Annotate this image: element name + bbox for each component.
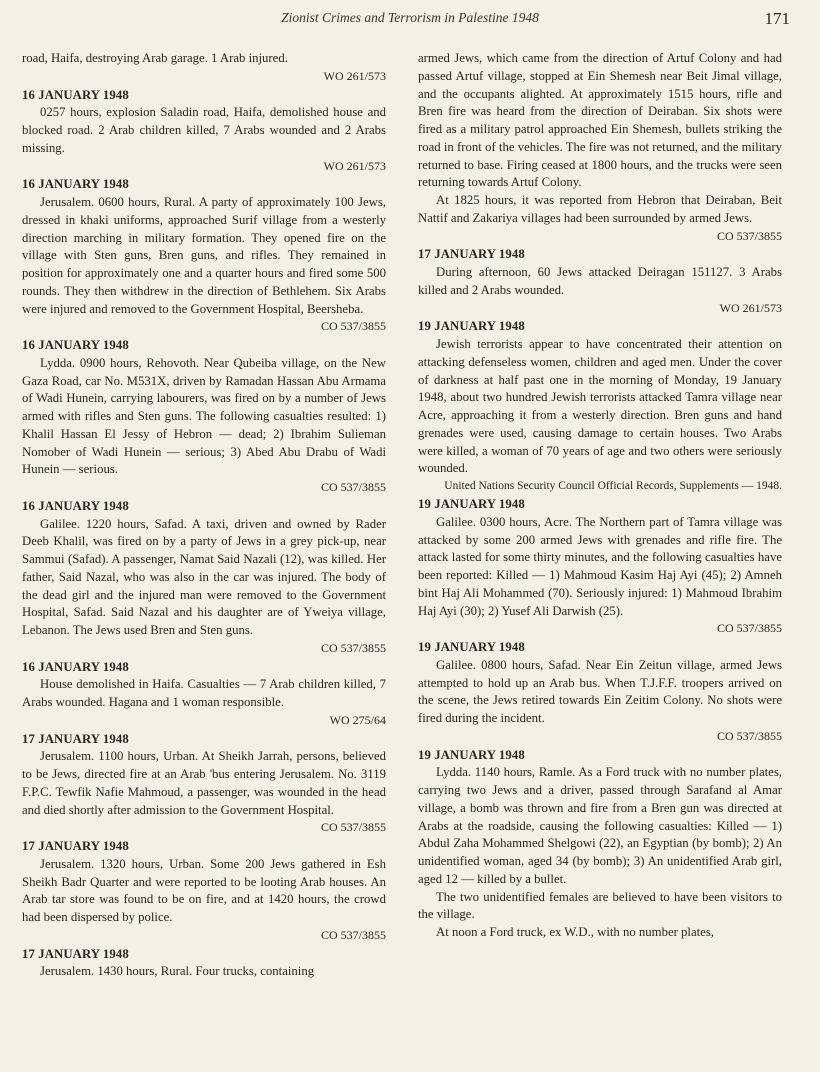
- right-column: [418, 50, 782, 942]
- log-entry: [22, 946, 386, 982]
- log-entry: [22, 87, 386, 176]
- entry-paragraph: Jerusalem. 1320 hours, Urban. Some 200 Jews gathered in Esh Sheikh Badr Quarter and were reported to be looting Arab houses. An Arab tar store was found to be on fire, and at 1420 hours, the crowd had been dispersed by police.: [22, 856, 386, 924]
- log-entry: [418, 747, 782, 942]
- archive-reference: WO 275/64: [329, 712, 386, 727]
- log-entry: [22, 731, 386, 838]
- entry-source: United Nations Security Council Official Records, Supplements — 1948.: [444, 480, 782, 492]
- entry-date: 17 JANUARY 1948: [22, 946, 129, 961]
- page-number: 171: [764, 9, 790, 28]
- entry-date: 16 JANUARY 1948: [22, 87, 129, 102]
- left-column: [22, 50, 386, 981]
- entry-paragraph: The two unidentified females are believed to have been visitors to the village.: [418, 889, 782, 922]
- log-entry: [22, 498, 386, 658]
- archive-reference: CO 537/3855: [716, 728, 782, 743]
- archive-reference: WO 261/573: [323, 68, 386, 83]
- entry-paragraph: armed Jews, which came from the direction of Artuf Colony and had passed Artuf village, stopped at Ein Shemesh near Beit Jimal village, and the occupants alighted. At approximately 1515 hours, rifle and Bren fire was heard from the direction of Deiraban. Six shots were fired as a military patrol approached Ein Shemesh, bullets striking the road in front of the vehicles. The fire was not returned, and the military returned to base. Firing ceased at 1800 hours, and the trucks were seen returning towards Artuf Colony.: [418, 51, 782, 190]
- log-entry: [418, 318, 782, 495]
- running-header: [0, 9, 820, 31]
- entry-date: 17 JANUARY 1948: [22, 839, 129, 853]
- entry-paragraph: road, Haifa, destroying Arab garage. 1 Arab injured.: [22, 51, 288, 65]
- archive-reference: CO 537/3855: [320, 927, 386, 942]
- entry-date: 19 JANUARY 1948: [418, 497, 525, 511]
- archive-reference: CO 537/3855: [716, 621, 782, 636]
- log-entry: [418, 639, 782, 746]
- log-entry: [418, 50, 782, 245]
- entry-date: 19 JANUARY 1948: [418, 319, 525, 334]
- entry-date: 16 JANUARY 1948: [22, 338, 129, 352]
- entry-paragraph: During afternoon, 60 Jews attacked Deiragan 151127. 3 Arabs killed and 2 Arabs wounded.: [418, 265, 782, 297]
- entry-paragraph: At noon a Ford truck, ex W.D., with no number plates,: [436, 925, 714, 939]
- entry-date: 16 JANUARY 1948: [22, 177, 129, 192]
- log-entry: [418, 496, 782, 638]
- entry-paragraph: Galilee. 0300 hours, Acre. The Northern part of Tamra village was attacked by some 200 armed Jews with grenades and rifle fire. The attack lasted for some thirty minutes, and the following casualties have been reported: Killed — 1) Mahmoud Kasim Haj Ayi (45); 2) Amneh bint Haj Ali Mohammed (70). Seriously injured: 1) Mahmoud Ibrahim Haj Ayi (30); 2) Yusef Ali Darwish (25).: [418, 514, 782, 618]
- entry-date: 16 JANUARY 1948: [22, 498, 129, 513]
- log-entry: [22, 337, 386, 497]
- entry-paragraph: Jewish terrorists appear to have concentrated their attention on attacking defenseless women, children and aged men. Under the cover of darkness at half past one in the morning of Monday, 19 January 1948, about two hundred Jewish terrorists attacked Tamra village near Acre, approaching it from a westerly direction. Bren guns and hand grenades were used, causing damage to certain houses. Two Arabs were killed, a woman of 70 years of age and two others were seriously wounded.: [418, 337, 782, 476]
- log-entry: [418, 246, 782, 317]
- log-entry: [22, 659, 386, 730]
- archive-reference: WO 261/573: [323, 158, 386, 173]
- entry-paragraph: Galilee. 1220 hours, Safad. A taxi, driven and owned by Rader Deeb Khalil, was fired on by a party of Jews in a grey pick-up, near Sammui (Safad). A passenger, Namat Said Nazali (12), was killed. Her father, Said Nazal, who was also in the car was injured. The body of the dead girl and the injured man were removed to the Government Hospital, Safad. Said Nazal and his daughter are of Yweiya village, Lebanon. The Jews used Bren and Sten guns.: [22, 516, 386, 637]
- entry-paragraph: Galilee. 0800 hours, Safad. Near Ein Zeitun village, armed Jews attempted to hold up an Arab bus. When T.J.F.F. troopers arrived on the scene, the Jews retired towards Ein Zeitim Colony. No shots were fired during the incident.: [418, 657, 782, 725]
- entry-paragraph: House demolished in Haifa. Casualties — 7 Arab children killed, 7 Arabs wounded. Hagana and 1 woman responsible.: [22, 677, 386, 709]
- entry-date: 19 JANUARY 1948: [418, 747, 525, 762]
- archive-reference: CO 537/3855: [716, 228, 782, 243]
- entry-date: 17 JANUARY 1948: [418, 247, 525, 262]
- log-entry: [22, 176, 386, 336]
- entry-paragraph: Jerusalem. 1430 hours, Rural. Four trucks, containing: [40, 964, 315, 979]
- entry-paragraph: Lydda. 0900 hours, Rehovoth. Near Qubeiba village, on the New Gaza Road, car No. M531X, driven by Ramadan Hassan Abu Armama of Wadi Hunein, carrying labourers, was fired on by a number of Jews armed with rifles and Sten guns. The following casualties resulted: 1) Khalil Hassan El Jessy of Hebron — dead; 2) Ibrahim Sulieman Nomober of Wadi Hunein — serious; 3) Abed Abu Drabu of Wadi Hunein — serious.: [22, 355, 386, 477]
- entry-paragraph: 0257 hours, explosion Saladin road, Haifa, demolished house and blocked road. 2 Arab children killed, 7 Arabs wounded and 2 Arabs missing.: [22, 105, 386, 155]
- running-title: Zionist Crimes and Terrorism in Palestine 1948: [281, 10, 539, 25]
- log-entry: [22, 50, 386, 86]
- entry-date: 17 JANUARY 1948: [22, 731, 129, 746]
- entry-paragraph: Lydda. 1140 hours, Ramle. As a Ford truck with no number plates, carrying two Jews and a driver, passed through Sarafand al Amar village, a bomb was thrown and fire from a Bren gun was directed at Arabs at the roadside, causing the following casualties: Killed — 1) Abdul Zaha Mohammed Shelgowi (22), an Egyptian (by bomb); 2) An unidentified woman, aged 34 (by bomb); 3) An unidentified Arab girl, aged 12 — killed by a bullet.: [418, 765, 782, 886]
- log-entry: [22, 838, 386, 945]
- entry-date: 16 JANUARY 1948: [22, 659, 129, 674]
- entry-paragraph: Jerusalem. 0600 hours, Rural. A party of approximately 100 Jews, dressed in khaki uniforms, approached Surif village from a westerly direction marching in military formation. They opened fire on the village with Sten guns, Bren guns, and rifles. They remained in position for approximately one and a quarter hours and fired some 500 rounds. They then withdrew in the direction of Bethlehem. Six Arabs were injured and removed to the Government Hospital, Beersheba.: [22, 195, 386, 316]
- entry-date: 19 JANUARY 1948: [418, 640, 525, 654]
- archive-reference: CO 537/3855: [320, 820, 386, 835]
- entry-paragraph: Jerusalem. 1100 hours, Urban. At Sheikh Jarrah, persons, believed to be Jews, directed fire at an Arab 'bus entering Jerusalem. No. 3119 F.P.C. Tewfik Nafie Mahmoud, a passenger, was wounded in the head and died shortly after admission to the Government Hospital.: [22, 749, 386, 817]
- archive-reference: CO 537/3855: [320, 640, 386, 655]
- archive-reference: CO 537/3855: [320, 480, 386, 494]
- entry-paragraph: At 1825 hours, it was reported from Hebron that Deiraban, Beit Nattif and Zakariya villages had been surrounded by armed Jews.: [418, 193, 782, 225]
- archive-reference: WO 261/573: [719, 300, 782, 315]
- archive-reference: CO 537/3855: [320, 319, 386, 334]
